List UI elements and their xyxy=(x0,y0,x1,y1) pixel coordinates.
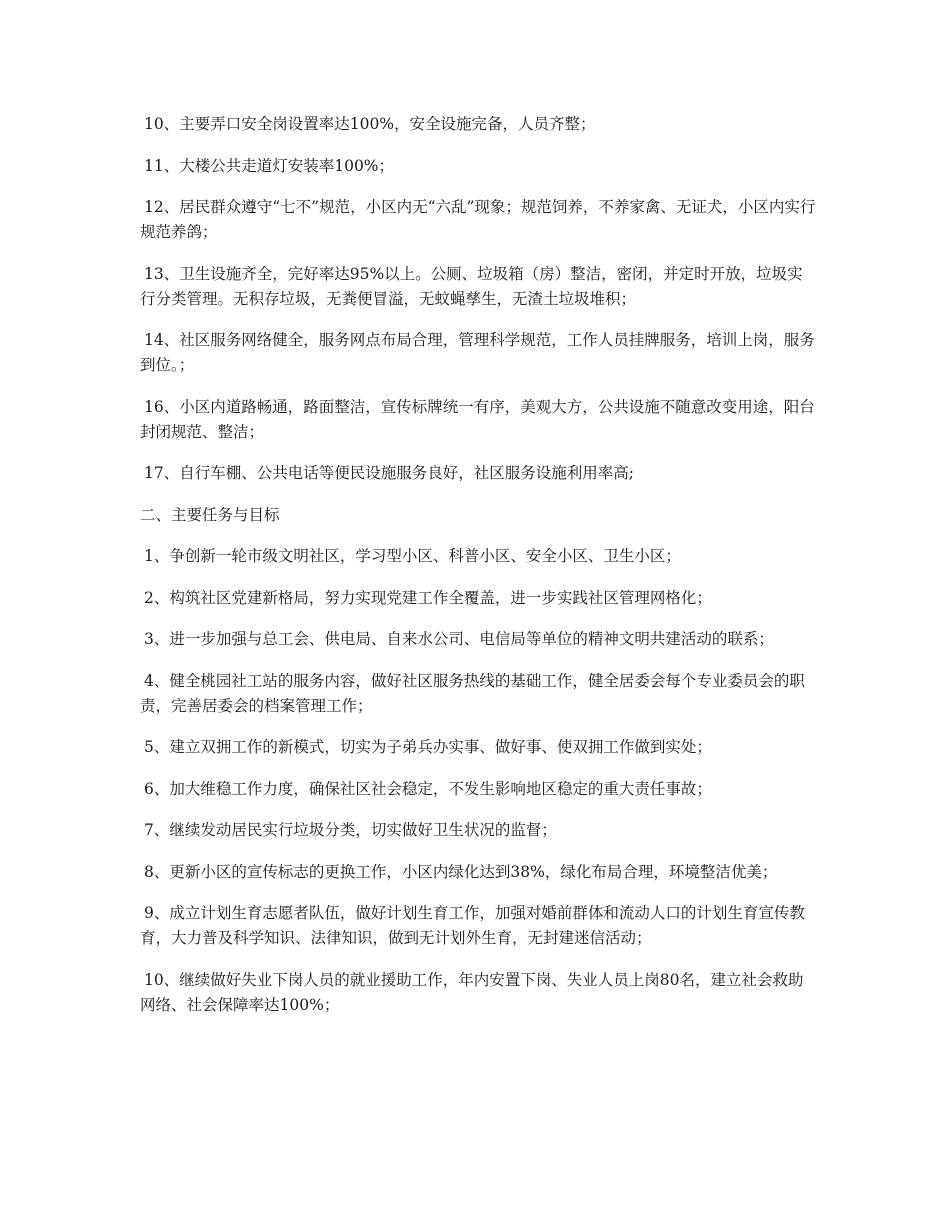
paragraph-item-17-facilities: 17、自行车棚、公共电话等便民设施服务良好，社区服务设施利用率高; xyxy=(144,464,634,482)
paragraph-goal-4: 4、健全桃园社工站的服务内容，做好社区服务热线的基础工作，健全居委会每个专业委员会的职责，完善居委会的档案管理工作； xyxy=(140,671,805,715)
paragraph-item-13-sanitation: 13、卫生设施齐全，完好率达95%以上。公厕、垃圾箱（房）整洁，密闭，并定时开放，垃圾实行分类管理。无积存垃圾，无粪便冒溢，无蚊蝇孳生，无渣土垃圾堆积； xyxy=(140,264,803,308)
paragraph-goal-8: 8、更新小区的宣传标志的更换工作，小区内绿化达到38%，绿化布局合理，环境整洁优美； xyxy=(144,862,778,881)
paragraph-goal-6: 6、加大维稳工作力度，确保社区社会稳定，不发生影响地区稳定的重大责任事故； xyxy=(144,779,712,798)
paragraph-goal-2: 2、构筑社区党建新格局，努力实现党建工作全覆盖，进一步实践社区管理网格化； xyxy=(144,588,712,607)
section-heading-tasks-goals: 二、主要任务与目标 xyxy=(140,505,280,524)
paragraph-goal-3: 3、进一步加强与总工会、供电局、自来水公司、电信局等单位的精神文明共建活动的联系； xyxy=(144,630,774,648)
paragraph-item-12-resident-norms: 12、居民群众遵守“七不”规范，小区内无“六乱”现象；规范饲养，不养家禽、无证犬，小区内实行规范养鸽； xyxy=(140,198,816,241)
paragraph-goal-9: 9、成立计划生育志愿者队伍，做好计划生育工作，加强对婚前群体和流动人口的计划生育宣传教育，大力普及科学知识、法律知识，做到无计划外生育，无封建迷信活动； xyxy=(140,904,805,947)
paragraph-item-10-safety-posts: 10、主要弄口安全岗设置率达100%，安全设施完备，人员齐整； xyxy=(144,115,596,133)
paragraph-goal-10: 10、继续做好失业下岗人员的就业援助工作，年内安置下岗、失业人员上岗80名，建立社会救助网络、社会保障率达100%； xyxy=(140,970,804,1014)
paragraph-item-14-service-network: 14、社区服务网络健全，服务网点布局合理，管理科学规范，工作人员挂牌服务，培训上岗，服务到位。； xyxy=(140,331,815,374)
document-body xyxy=(140,112,816,1034)
paragraph-goal-7: 7、继续发动居民实行垃圾分类，切实做好卫生状况的监督； xyxy=(144,821,557,839)
paragraph-item-16-roads: 16、小区内道路畅通，路面整洁，宣传标牌统一有序，美观大方，公共设施不随意改变用途，阳台封闭规范、整洁； xyxy=(140,397,815,441)
paragraph-goal-5: 5、建立双拥工作的新模式，切实为子弟兵办实事、做好事、使双拥工作做到实处； xyxy=(144,738,712,756)
paragraph-goal-1: 1、争创新一轮市级文明社区，学习型小区、科普小区、安全小区、卫生小区； xyxy=(144,547,681,565)
paragraph-item-11-corridor-lights: 11、大楼公共走道灯安装率100%； xyxy=(144,156,395,175)
